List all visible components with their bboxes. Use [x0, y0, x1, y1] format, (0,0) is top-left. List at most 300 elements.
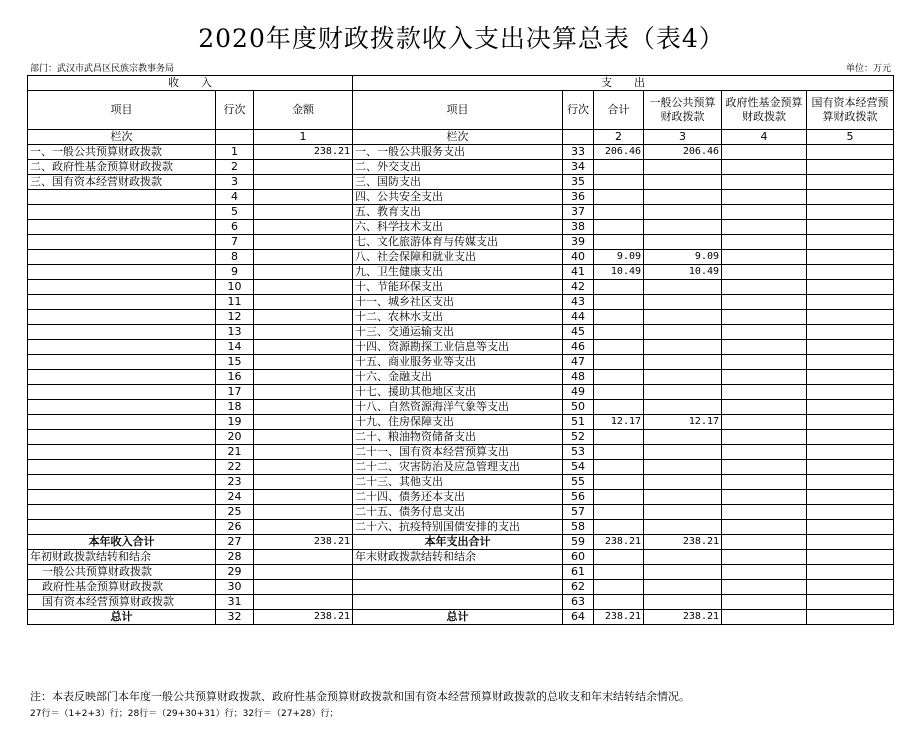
general-budget-cell: 12.17 [644, 415, 722, 430]
gov-fund-cell [722, 595, 807, 610]
total-cell [594, 295, 644, 310]
expense-row-no-cell: 34 [563, 160, 594, 175]
general-budget-cell [644, 550, 722, 565]
state-capital-cell [807, 310, 894, 325]
state-capital-cell [807, 295, 894, 310]
income-row-no-cell: 16 [216, 370, 254, 385]
table-row [28, 520, 894, 535]
gov-fund-cell [722, 370, 807, 385]
column-number-row [28, 130, 894, 145]
income-amount-cell [254, 220, 353, 235]
col-number-5: 5 [807, 130, 894, 145]
report-title: 2020年度财政拨款收入支出决算总表（表4） [198, 24, 725, 53]
table-row [28, 370, 894, 385]
expense-row-no-cell: 54 [563, 460, 594, 475]
general-budget-cell [644, 430, 722, 445]
total-cell [594, 205, 644, 220]
table-row [28, 295, 894, 310]
total-cell [594, 580, 644, 595]
gov-fund-cell [722, 220, 807, 235]
income-item-cell: 总计 [28, 610, 216, 625]
income-row-no-cell: 14 [216, 340, 254, 355]
income-item-cell [28, 505, 216, 520]
state-capital-cell [807, 595, 894, 610]
table-row [28, 220, 894, 235]
total-cell [594, 355, 644, 370]
income-item-cell: 国有资本经营预算财政拨款 [28, 595, 216, 610]
income-item-cell: 三、国有资本经营财政拨款 [28, 175, 216, 190]
gov-fund-cell [722, 475, 807, 490]
general-budget-cell [644, 520, 722, 535]
gov-fund-cell [722, 385, 807, 400]
income-item-cell [28, 490, 216, 505]
state-capital-cell [807, 175, 894, 190]
formula-note: 27行＝（1+2+3）行；28行＝（29+30+31）行；32行＝（27+28）行； [30, 709, 339, 719]
state-capital-cell [807, 220, 894, 235]
income-row-no-cell: 28 [216, 550, 254, 565]
income-row-no-cell: 31 [216, 595, 254, 610]
gov-fund-cell [722, 295, 807, 310]
state-capital-cell [807, 535, 894, 550]
table-row [28, 340, 894, 355]
gov-fund-cell [722, 415, 807, 430]
general-budget-cell [644, 370, 722, 385]
gov-fund-cell [722, 550, 807, 565]
expense-row-no-cell: 49 [563, 385, 594, 400]
expense-item-cell: 一、一般公共服务支出 [353, 145, 563, 160]
state-capital-cell [807, 280, 894, 295]
table-row [28, 250, 894, 265]
state-capital-cell [807, 430, 894, 445]
total-cell [594, 190, 644, 205]
state-capital-cell [807, 400, 894, 415]
expense-row-no-cell: 60 [563, 550, 594, 565]
state-capital-cell [807, 340, 894, 355]
income-row-no-cell: 6 [216, 220, 254, 235]
income-row-no-cell: 1 [216, 145, 254, 160]
gov-fund-cell [722, 505, 807, 520]
income-item-header: 项目 [28, 91, 216, 130]
income-amount-cell: 238.21 [254, 535, 353, 550]
state-capital-cell [807, 490, 894, 505]
income-amount-cell [254, 385, 353, 400]
total-cell [594, 160, 644, 175]
expense-row-no-cell: 62 [563, 580, 594, 595]
expense-row-no-cell: 59 [563, 535, 594, 550]
expense-row-no-cell: 58 [563, 520, 594, 535]
expense-section-header: 支 出 [353, 76, 894, 91]
total-cell [594, 505, 644, 520]
total-cell: 10.49 [594, 265, 644, 280]
empty-cell [216, 130, 254, 145]
income-item-cell [28, 385, 216, 400]
gov-fund-cell [722, 250, 807, 265]
income-item-cell: 二、政府性基金预算财政拨款 [28, 160, 216, 175]
gov-fund-header: 政府性基金预算财政拨款 [722, 91, 807, 130]
expense-item-cell: 二十、粮油物资储备支出 [353, 430, 563, 445]
empty-cell [563, 130, 594, 145]
income-amount-cell [254, 235, 353, 250]
table-row [28, 160, 894, 175]
expense-item-cell: 本年支出合计 [353, 535, 563, 550]
expense-item-cell: 十九、住房保障支出 [353, 415, 563, 430]
income-row-no-cell: 24 [216, 490, 254, 505]
income-item-cell [28, 250, 216, 265]
total-cell [594, 175, 644, 190]
expense-row-no-cell: 50 [563, 400, 594, 415]
expense-item-cell: 年末财政拨款结转和结余 [353, 550, 563, 565]
gov-fund-cell [722, 430, 807, 445]
state-capital-cell [807, 370, 894, 385]
col-number-2: 2 [594, 130, 644, 145]
table-row [28, 385, 894, 400]
income-item-cell [28, 325, 216, 340]
table-row [28, 475, 894, 490]
expense-row-no-cell: 56 [563, 490, 594, 505]
state-capital-cell [807, 475, 894, 490]
table-row [28, 355, 894, 370]
income-item-cell: 本年收入合计 [28, 535, 216, 550]
expense-item-cell: 十、节能环保支出 [353, 280, 563, 295]
income-item-cell [28, 415, 216, 430]
income-amount-cell [254, 355, 353, 370]
expense-row-no-cell: 41 [563, 265, 594, 280]
income-item-cell: 年初财政拨款结转和结余 [28, 550, 216, 565]
income-row-no-header: 行次 [216, 91, 254, 130]
total-cell [594, 385, 644, 400]
table-row [28, 325, 894, 340]
state-capital-cell [807, 355, 894, 370]
state-capital-cell [807, 205, 894, 220]
income-row-no-cell: 4 [216, 190, 254, 205]
table-row [28, 280, 894, 295]
table-row [28, 145, 894, 160]
income-amount-cell [254, 460, 353, 475]
general-budget-cell: 238.21 [644, 535, 722, 550]
income-amount-cell [254, 520, 353, 535]
table-row [28, 610, 894, 625]
state-capital-cell [807, 160, 894, 175]
income-amount-cell: 238.21 [254, 610, 353, 625]
income-item-cell [28, 280, 216, 295]
income-section-header: 收 入 [28, 76, 353, 91]
general-budget-cell [644, 460, 722, 475]
total-cell [594, 235, 644, 250]
income-amount-cell [254, 445, 353, 460]
expense-row-no-cell: 37 [563, 205, 594, 220]
total-cell [594, 325, 644, 340]
total-cell [594, 310, 644, 325]
state-capital-cell [807, 565, 894, 580]
income-amount-cell [254, 565, 353, 580]
income-item-cell [28, 235, 216, 250]
income-row-no-cell: 29 [216, 565, 254, 580]
expense-item-cell: 十六、金融支出 [353, 370, 563, 385]
income-item-cell [28, 310, 216, 325]
total-cell [594, 400, 644, 415]
table-row [28, 595, 894, 610]
expense-item-cell: 二十一、国有资本经营预算支出 [353, 445, 563, 460]
gov-fund-cell [722, 580, 807, 595]
general-budget-cell [644, 295, 722, 310]
total-cell: 206.46 [594, 145, 644, 160]
table-row [28, 550, 894, 565]
income-row-no-cell: 2 [216, 160, 254, 175]
expense-row-no-cell: 64 [563, 610, 594, 625]
income-item-cell: 一、一般公共预算财政拨款 [28, 145, 216, 160]
state-capital-cell [807, 325, 894, 340]
expense-item-cell: 十二、农林水支出 [353, 310, 563, 325]
income-amount-cell [254, 295, 353, 310]
total-cell [594, 595, 644, 610]
total-cell [594, 220, 644, 235]
gov-fund-cell [722, 340, 807, 355]
general-budget-cell [644, 325, 722, 340]
general-budget-cell [644, 565, 722, 580]
gov-fund-cell [722, 355, 807, 370]
col-number-4: 4 [722, 130, 807, 145]
income-amount-cell [254, 415, 353, 430]
gov-fund-cell [722, 280, 807, 295]
col-number-3: 3 [644, 130, 722, 145]
table-row [28, 265, 894, 280]
income-amount-cell [254, 400, 353, 415]
income-row-no-cell: 8 [216, 250, 254, 265]
gov-fund-cell [722, 445, 807, 460]
expense-item-header: 项目 [353, 91, 563, 130]
unit-label: 单位：万元 [845, 64, 891, 74]
income-row-no-cell: 9 [216, 265, 254, 280]
expense-row-no-cell: 61 [563, 565, 594, 580]
state-capital-cell [807, 250, 894, 265]
total-cell [594, 340, 644, 355]
general-budget-cell [644, 160, 722, 175]
income-amount-cell [254, 370, 353, 385]
expense-row-no-cell: 57 [563, 505, 594, 520]
total-cell [594, 280, 644, 295]
state-capital-cell [807, 580, 894, 595]
general-budget-cell [644, 355, 722, 370]
expense-row-no-cell: 43 [563, 295, 594, 310]
expense-item-cell: 十一、城乡社区支出 [353, 295, 563, 310]
table-row [28, 460, 894, 475]
expense-item-cell: 二十二、灾害防治及应急管理支出 [353, 460, 563, 475]
expense-row-no-cell: 35 [563, 175, 594, 190]
income-item-cell [28, 460, 216, 475]
expense-item-cell: 五、教育支出 [353, 205, 563, 220]
general-budget-cell [644, 340, 722, 355]
expense-item-cell: 六、科学技术支出 [353, 220, 563, 235]
expense-row-no-cell: 46 [563, 340, 594, 355]
expense-row-no-cell: 47 [563, 355, 594, 370]
table-row [28, 235, 894, 250]
table-row [28, 400, 894, 415]
income-amount-cell [254, 280, 353, 295]
gov-fund-cell [722, 265, 807, 280]
gov-fund-cell [722, 610, 807, 625]
state-capital-cell [807, 610, 894, 625]
expense-row-no-cell: 38 [563, 220, 594, 235]
footnote: 注：本表反映部门本年度一般公共预算财政拨款、政府性基金预算财政拨款和国有资本经营预算财政拨款的总收支和年末结转结余情况。 [30, 690, 690, 703]
income-amount-cell [254, 310, 353, 325]
income-amount-cell [254, 160, 353, 175]
income-row-no-cell: 13 [216, 325, 254, 340]
expense-row-no-cell: 53 [563, 445, 594, 460]
total-cell [594, 445, 644, 460]
total-cell [594, 565, 644, 580]
table-row [28, 445, 894, 460]
income-row-no-cell: 15 [216, 355, 254, 370]
total-cell [594, 475, 644, 490]
expense-col-label: 栏次 [353, 130, 563, 145]
total-cell: 12.17 [594, 415, 644, 430]
expense-row-no-cell: 51 [563, 415, 594, 430]
table-row [28, 310, 894, 325]
total-cell [594, 550, 644, 565]
expense-item-cell: 十八、自然资源海洋气象等支出 [353, 400, 563, 415]
expense-row-no-cell: 48 [563, 370, 594, 385]
expense-row-no-cell: 42 [563, 280, 594, 295]
general-budget-header: 一般公共预算财政拨款 [644, 91, 722, 130]
general-budget-cell: 238.21 [644, 610, 722, 625]
income-amount-cell: 238.21 [254, 145, 353, 160]
expense-row-no-cell: 55 [563, 475, 594, 490]
state-capital-header: 国有资本经营预算财政拨款 [807, 91, 894, 130]
expense-row-no-cell: 52 [563, 430, 594, 445]
expense-row-no-cell: 45 [563, 325, 594, 340]
income-amount-header: 金额 [254, 91, 353, 130]
expense-row-no-cell: 63 [563, 595, 594, 610]
expense-item-cell: 总计 [353, 610, 563, 625]
expense-item-cell: 二、外交支出 [353, 160, 563, 175]
gov-fund-cell [722, 310, 807, 325]
gov-fund-cell [722, 160, 807, 175]
general-budget-cell [644, 235, 722, 250]
expense-item-cell: 十四、资源勘探工业信息等支出 [353, 340, 563, 355]
total-header: 合计 [594, 91, 644, 130]
income-amount-cell [254, 550, 353, 565]
income-amount-cell [254, 175, 353, 190]
income-amount-cell [254, 265, 353, 280]
income-item-cell: 政府性基金预算财政拨款 [28, 580, 216, 595]
total-cell: 238.21 [594, 610, 644, 625]
total-cell [594, 460, 644, 475]
expense-row-no-cell: 44 [563, 310, 594, 325]
table-row [28, 190, 894, 205]
expense-row-no-cell: 39 [563, 235, 594, 250]
state-capital-cell [807, 550, 894, 565]
state-capital-cell [807, 415, 894, 430]
gov-fund-cell [722, 190, 807, 205]
income-col-label: 栏次 [28, 130, 216, 145]
income-row-no-cell: 12 [216, 310, 254, 325]
state-capital-cell [807, 505, 894, 520]
general-budget-cell [644, 310, 722, 325]
state-capital-cell [807, 385, 894, 400]
general-budget-cell [644, 220, 722, 235]
income-row-no-cell: 10 [216, 280, 254, 295]
total-cell [594, 520, 644, 535]
expense-item-cell: 七、文化旅游体育与传媒支出 [353, 235, 563, 250]
gov-fund-cell [722, 325, 807, 340]
income-row-no-cell: 18 [216, 400, 254, 415]
gov-fund-cell [722, 205, 807, 220]
general-budget-cell [644, 280, 722, 295]
department-label: 部门：武汉市武昌区民族宗教事务局 [30, 64, 175, 74]
total-cell: 238.21 [594, 535, 644, 550]
expense-item-cell: 十七、援助其他地区支出 [353, 385, 563, 400]
general-budget-cell [644, 595, 722, 610]
gov-fund-cell [722, 235, 807, 250]
income-item-cell [28, 355, 216, 370]
income-amount-cell [254, 325, 353, 340]
state-capital-cell [807, 190, 894, 205]
income-amount-cell [254, 340, 353, 355]
income-row-no-cell: 22 [216, 460, 254, 475]
table-row [28, 205, 894, 220]
general-budget-cell [644, 175, 722, 190]
gov-fund-cell [722, 565, 807, 580]
income-item-cell [28, 205, 216, 220]
general-budget-cell: 206.46 [644, 145, 722, 160]
col-number-1: 1 [254, 130, 353, 145]
table-row [28, 505, 894, 520]
gov-fund-cell [722, 520, 807, 535]
section-header-row [28, 76, 894, 91]
general-budget-cell [644, 475, 722, 490]
expense-item-cell: 三、国防支出 [353, 175, 563, 190]
gov-fund-cell [722, 145, 807, 160]
expense-item-cell [353, 595, 563, 610]
income-row-no-cell: 25 [216, 505, 254, 520]
expense-item-cell [353, 565, 563, 580]
income-item-cell [28, 370, 216, 385]
income-amount-cell [254, 505, 353, 520]
expense-item-cell: 九、卫生健康支出 [353, 265, 563, 280]
general-budget-cell [644, 580, 722, 595]
income-amount-cell [254, 430, 353, 445]
income-row-no-cell: 5 [216, 205, 254, 220]
column-header-row [28, 91, 894, 130]
gov-fund-cell [722, 460, 807, 475]
gov-fund-cell [722, 490, 807, 505]
income-item-cell [28, 265, 216, 280]
total-cell [594, 370, 644, 385]
income-item-cell [28, 190, 216, 205]
table-row [28, 490, 894, 505]
expense-item-cell: 二十六、抗疫特别国债安排的支出 [353, 520, 563, 535]
income-row-no-cell: 27 [216, 535, 254, 550]
state-capital-cell [807, 520, 894, 535]
state-capital-cell [807, 145, 894, 160]
general-budget-cell [644, 205, 722, 220]
gov-fund-cell [722, 400, 807, 415]
expense-item-cell: 二十三、其他支出 [353, 475, 563, 490]
income-amount-cell [254, 205, 353, 220]
table-row [28, 430, 894, 445]
total-cell [594, 430, 644, 445]
state-capital-cell [807, 265, 894, 280]
income-row-no-cell: 20 [216, 430, 254, 445]
table-row [28, 175, 894, 190]
state-capital-cell [807, 460, 894, 475]
state-capital-cell [807, 445, 894, 460]
gov-fund-cell [722, 535, 807, 550]
income-row-no-cell: 3 [216, 175, 254, 190]
income-item-cell [28, 340, 216, 355]
table-row [28, 580, 894, 595]
total-cell: 9.09 [594, 250, 644, 265]
